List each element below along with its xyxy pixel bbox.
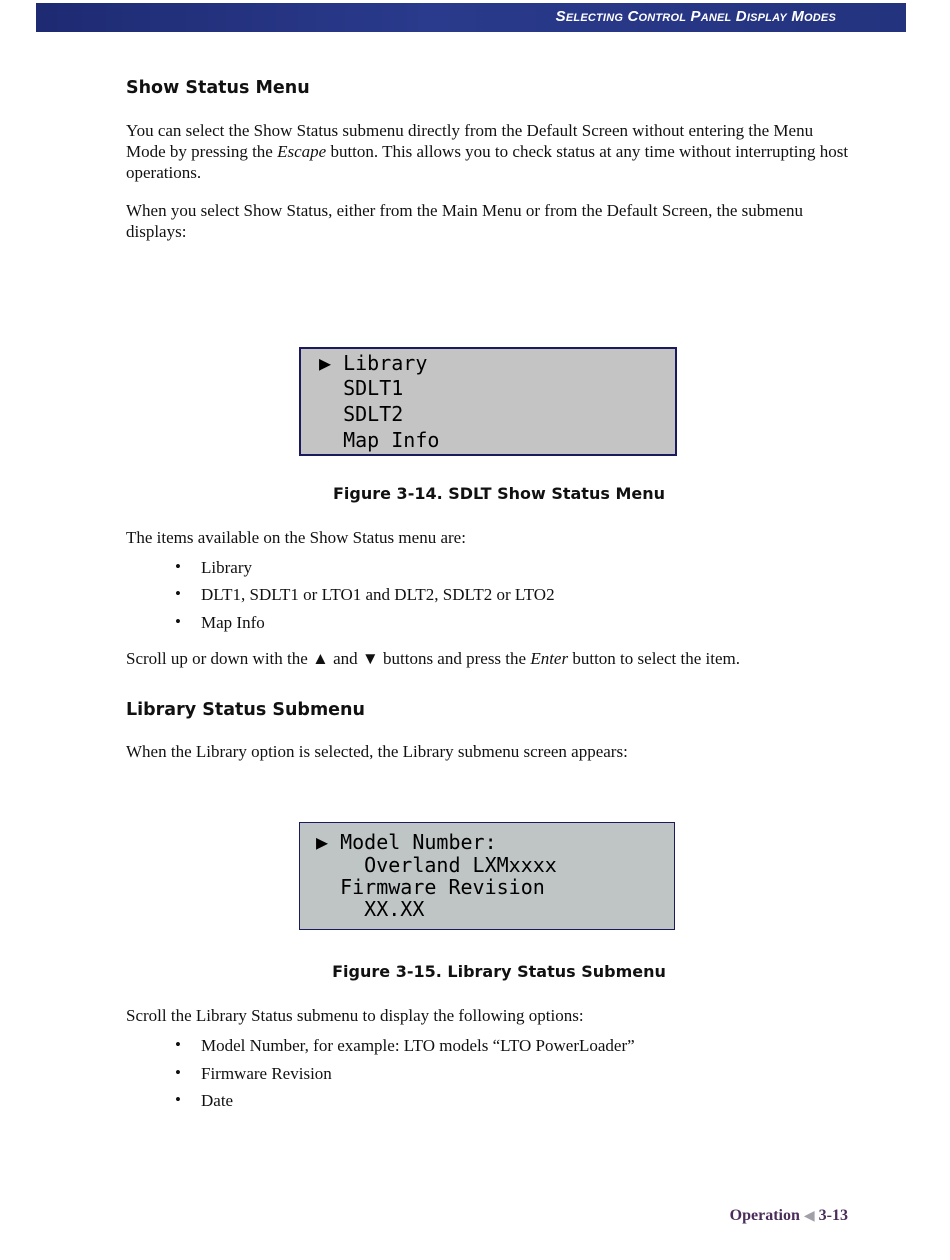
bullet-icon: •: [175, 1035, 181, 1054]
bullet-icon: •: [175, 612, 181, 631]
header-band: [36, 3, 906, 32]
lcd-line: Overland LXMxxxx: [316, 853, 557, 877]
figure-caption-3-14: Figure 3-14. SDLT Show Status Menu: [332, 484, 665, 503]
left-triangle-icon: ◀: [803, 1209, 815, 1224]
paragraph-text: button. This allows you to check status at any time without interrupting host operations.: [126, 142, 849, 182]
list-item-text: Firmware Revision: [201, 1064, 332, 1083]
down-arrow-icon: ▼: [361, 649, 379, 668]
section-heading-show-status: Show Status Menu: [126, 78, 310, 98]
paragraph-text: button to select the item.: [568, 649, 740, 668]
bullet-icon: •: [175, 1090, 181, 1109]
lcd-line: Firmware Revision: [316, 875, 545, 899]
bullet-icon: •: [175, 584, 181, 603]
lcd-line: ▶ Model Number:: [316, 830, 497, 854]
running-header-title: Selecting Control Panel Display Modes: [555, 8, 836, 25]
lcd-line: ▶ Library: [319, 351, 428, 375]
paragraph-show-status-intro: [126, 120, 856, 183]
lcd-display-library-status: [299, 822, 675, 930]
list-item-text: Map Info: [201, 613, 265, 632]
paragraph-items-intro: The items available on the Show Status menu are:: [126, 528, 466, 547]
paragraph-text: Scroll up or down with the: [126, 649, 313, 668]
escape-emphasis: Escape: [277, 142, 327, 161]
lcd-line: XX.XX: [316, 897, 425, 921]
section-heading-library-status: Library Status Submenu: [126, 700, 365, 720]
page-number: 3-13: [818, 1207, 848, 1224]
list-item-text: Model Number, for example: LTO models “LTO PowerLoader”: [201, 1036, 635, 1055]
lcd-line: SDLT1: [319, 376, 404, 400]
paragraph-scroll-instructions: [126, 648, 856, 669]
lcd-line: SDLT2: [319, 402, 404, 426]
page-footer: [730, 1207, 848, 1225]
lcd-line: Map Info: [319, 428, 440, 452]
paragraph-options-intro: Scroll the Library Status submenu to display the following options:: [126, 1006, 584, 1025]
bullet-icon: •: [175, 557, 181, 576]
list-item-text: DLT1, SDLT1 or LTO1 and DLT2, SDLT2 or LTO2: [201, 585, 555, 604]
paragraph-show-status-select: When you select Show Status, either from the Main Menu or from the Default Screen, the submenu displays:: [126, 201, 803, 241]
footer-section-name: Operation: [729, 1207, 800, 1224]
paragraph-text: You can select the Show Status submenu directly from the Default Screen without entering the Menu Mode by pressing the: [126, 121, 814, 161]
paragraph-library-intro: When the Library option is selected, the Library submenu screen appears:: [126, 742, 628, 761]
bullet-icon: •: [175, 1063, 181, 1082]
paragraph-text: buttons and press the: [378, 649, 531, 668]
paragraph-text: and: [328, 649, 362, 668]
figure-caption-3-15: Figure 3-15. Library Status Submenu: [332, 962, 666, 981]
up-arrow-icon: ▲: [312, 649, 329, 668]
lcd-display-show-status: [299, 347, 677, 456]
enter-emphasis: Enter: [530, 649, 569, 668]
list-item-text: Library: [201, 558, 252, 577]
list-item-text: Date: [201, 1091, 234, 1110]
